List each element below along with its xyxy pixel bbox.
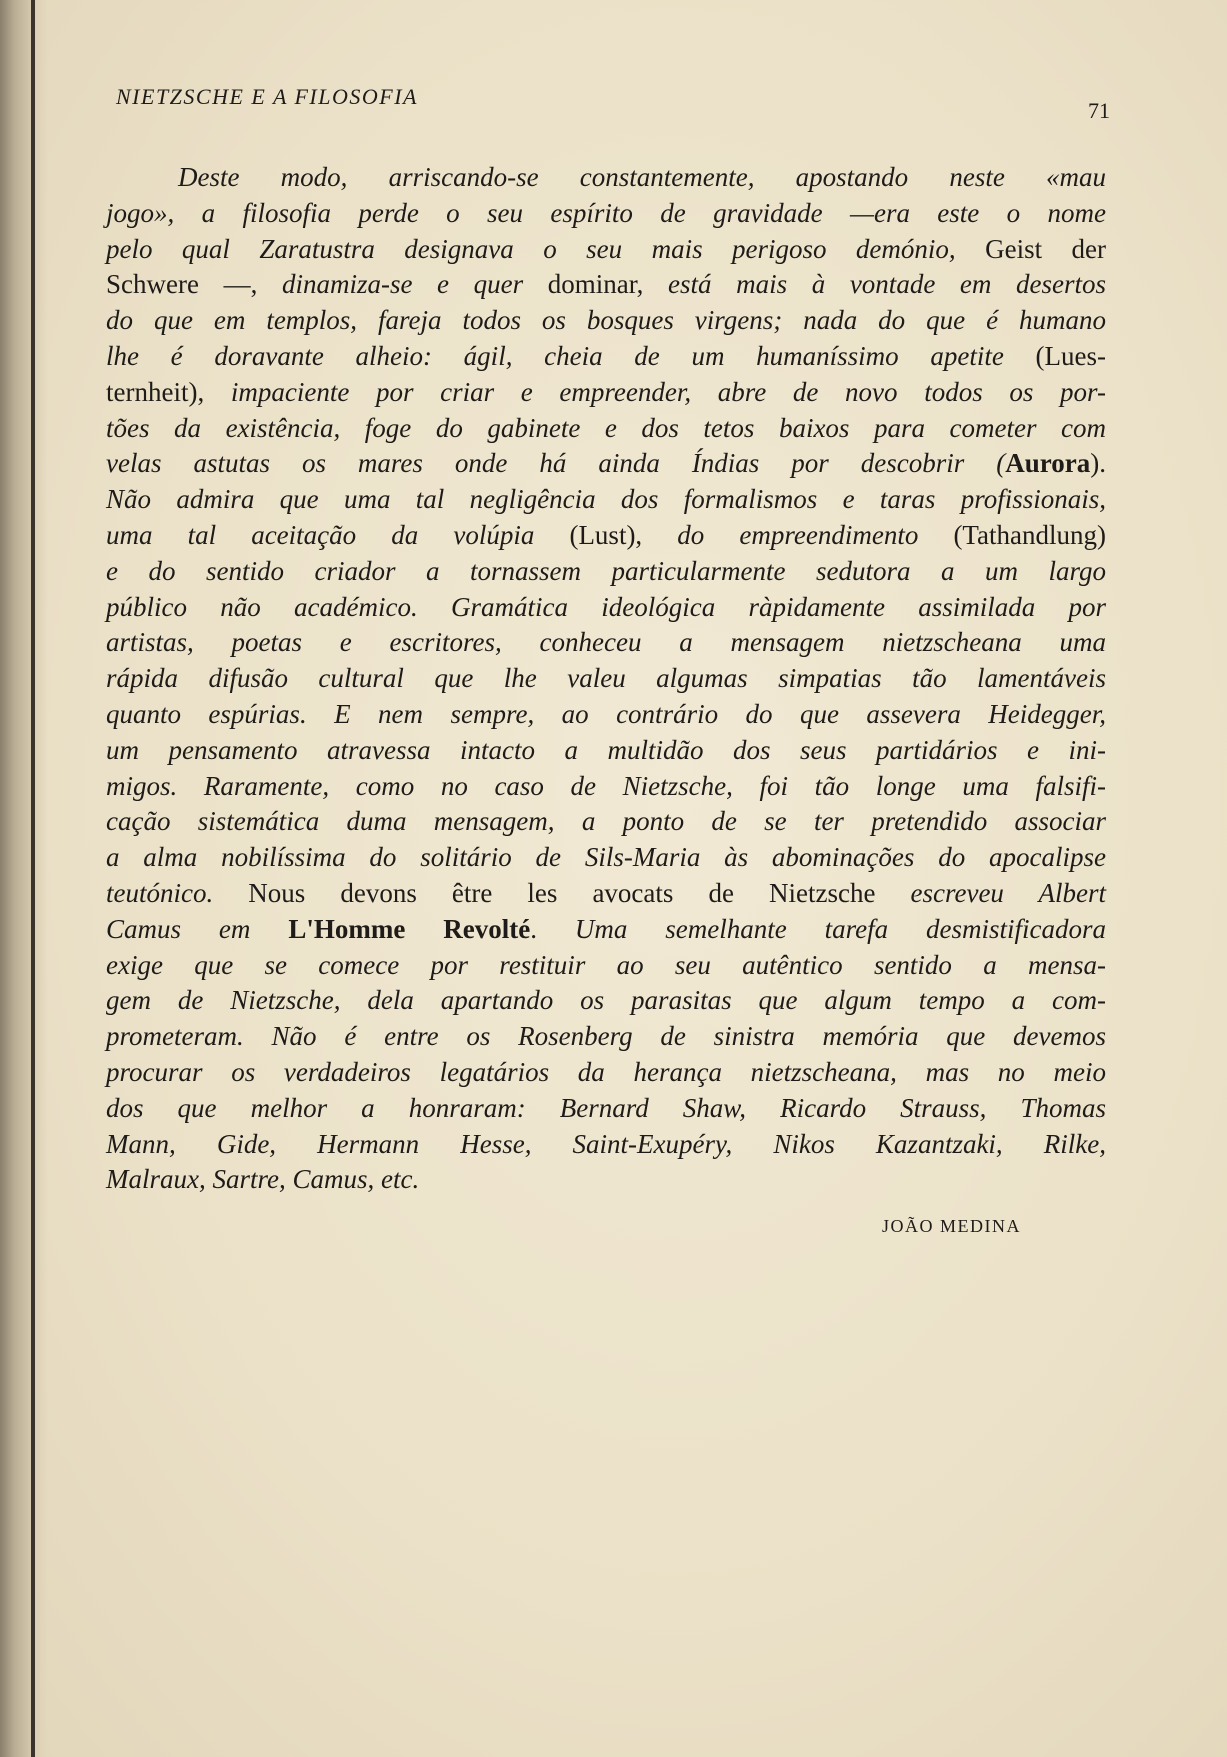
text-segment: do empreendimento — [677, 519, 954, 550]
text-segment: L'Homme Revolté — [288, 913, 531, 944]
text-segment: Geist der — [985, 233, 1106, 264]
text-line — [106, 482, 1106, 518]
text-line — [106, 267, 1106, 303]
text-segment: Aurora — [1005, 448, 1091, 479]
text-segment: lhe é doravante alheio: ágil, cheia de um humaníssimo apetite — [106, 340, 1036, 371]
spine-shadow — [0, 0, 48, 1757]
text-segment: prometeram. Não é entre os Rosenberg de sinistra memória que devemos — [106, 1021, 1106, 1052]
text-segment: migos. Raramente, como no caso de Nietzsche, foi tão longe uma falsifi- — [106, 770, 1106, 801]
text-line — [106, 948, 1106, 984]
text-line — [106, 804, 1106, 840]
text-segment: jogo», a filosofia perde o seu espírito de gravidade —era este o nome — [106, 197, 1106, 228]
spine-edge — [31, 0, 35, 1757]
text-line — [106, 518, 1106, 554]
text-segment: Não admira que uma tal negligência dos formalismos e taras profissionais, — [106, 484, 1106, 515]
text-line — [106, 876, 1106, 912]
text-segment: Uma semelhante tarefa desmistificadora — [574, 913, 1107, 944]
author-signature: JOÃO MEDINA — [882, 1216, 1021, 1236]
text-segment: Mann, Gide, Hermann Hesse, Saint-Exupéry, Nikos Kazantzaki, Rilke, — [106, 1128, 1106, 1159]
text-line — [106, 375, 1106, 411]
text-segment: dominar, — [547, 269, 668, 300]
text-line — [106, 411, 1106, 447]
text-segment: público não académico. Gramática ideológica ràpidamente assimilada por — [106, 591, 1106, 622]
text-line — [106, 160, 1106, 196]
text-segment: velas astutas os mares onde há ainda Índias por descobrir ( — [106, 448, 1006, 479]
text-segment: tões da existência, foge do gabinete e dos tetos baixos para cometer com — [106, 412, 1106, 443]
text-segment: Schwere —, — [106, 269, 282, 300]
text-segment: Camus em — [106, 913, 289, 944]
text-segment: pelo qual Zaratustra designava o seu mais perigoso demónio, — [106, 233, 986, 264]
text-line — [106, 590, 1106, 626]
text-line — [106, 446, 1106, 482]
text-segment: está mais à vontade em desertos — [668, 269, 1106, 300]
text-line — [106, 1055, 1106, 1091]
text-segment: a alma nobilíssima do solitário de Sils-Maria às abominações do apocalipse — [106, 842, 1106, 873]
text-line — [106, 339, 1106, 375]
text-line — [106, 1019, 1106, 1055]
text-segment: uma tal aceitação da volúpia — [106, 519, 570, 550]
text-segment: (Tathandlung) — [953, 519, 1106, 550]
text-segment: dos que melhor a honraram: Bernard Shaw, Ricardo Strauss, Thomas — [106, 1092, 1106, 1123]
text-segment: ). — [1090, 448, 1106, 479]
text-line — [106, 625, 1106, 661]
text-segment: dinamiza-se e quer — [281, 269, 548, 300]
text-segment: exige que se comece por restituir ao seu autêntico sentido a mensa- — [106, 949, 1106, 980]
text-line — [106, 1162, 1106, 1198]
text-segment: do que em templos, fareja todos os bosques virgens; nada do que é humano — [106, 305, 1106, 336]
text-line — [106, 769, 1106, 805]
text-line — [106, 983, 1106, 1019]
text-segment: . — [530, 913, 575, 944]
text-segment: quanto espúrias. E nem sempre, ao contrário do que assevera Heidegger, — [106, 698, 1106, 729]
text-line — [106, 303, 1106, 339]
text-line — [106, 733, 1106, 769]
running-head: NIETZSCHE E A FILOSOFIA — [116, 84, 418, 109]
text-segment: procurar os verdadeiros legatários da herança nietzscheana, mas no meio — [106, 1056, 1106, 1087]
text-segment: escreveu Albert — [910, 877, 1106, 908]
text-line — [106, 912, 1106, 948]
article-body — [106, 160, 1106, 1198]
text-segment: ternheit), — [106, 376, 231, 407]
text-segment: artistas, poetas e escritores, conheceu a mensagem nietzscheana uma — [106, 627, 1106, 658]
text-line — [106, 1091, 1106, 1127]
text-segment: Malraux, Sartre, Camus, etc. — [106, 1164, 420, 1195]
text-line — [106, 661, 1106, 697]
text-segment: gem de Nietzsche, dela apartando os parasitas que algum tempo a com- — [106, 985, 1106, 1016]
text-segment: (Lust), — [569, 519, 678, 550]
text-line — [106, 232, 1106, 268]
text-segment: Nous devons être les avocats de Nietzsche — [248, 877, 911, 908]
text-line — [106, 196, 1106, 232]
text-line — [106, 697, 1106, 733]
text-segment: e do sentido criador a tornassem particularmente sedutora a um largo — [106, 555, 1106, 586]
text-line — [106, 554, 1106, 590]
text-segment: impaciente por criar e empreender, abre de novo todos os por- — [230, 376, 1106, 407]
text-segment: (Lues- — [1035, 340, 1106, 371]
text-segment: teutónico. — [106, 877, 249, 908]
page-number: 71 — [1088, 98, 1110, 123]
text-segment: rápida difusão cultural que lhe valeu algumas simpatias tão lamentáveis — [106, 663, 1106, 694]
text-line — [106, 840, 1106, 876]
text-segment: cação sistemática duma mensagem, a ponto de se ter pretendido associar — [106, 806, 1106, 837]
text-segment: um pensamento atravessa intacto a multidão dos seus partidários e ini- — [106, 734, 1106, 765]
text-segment: Deste modo, arriscando-se constantemente, apostando neste «mau — [178, 162, 1106, 192]
text-line — [106, 1127, 1106, 1163]
